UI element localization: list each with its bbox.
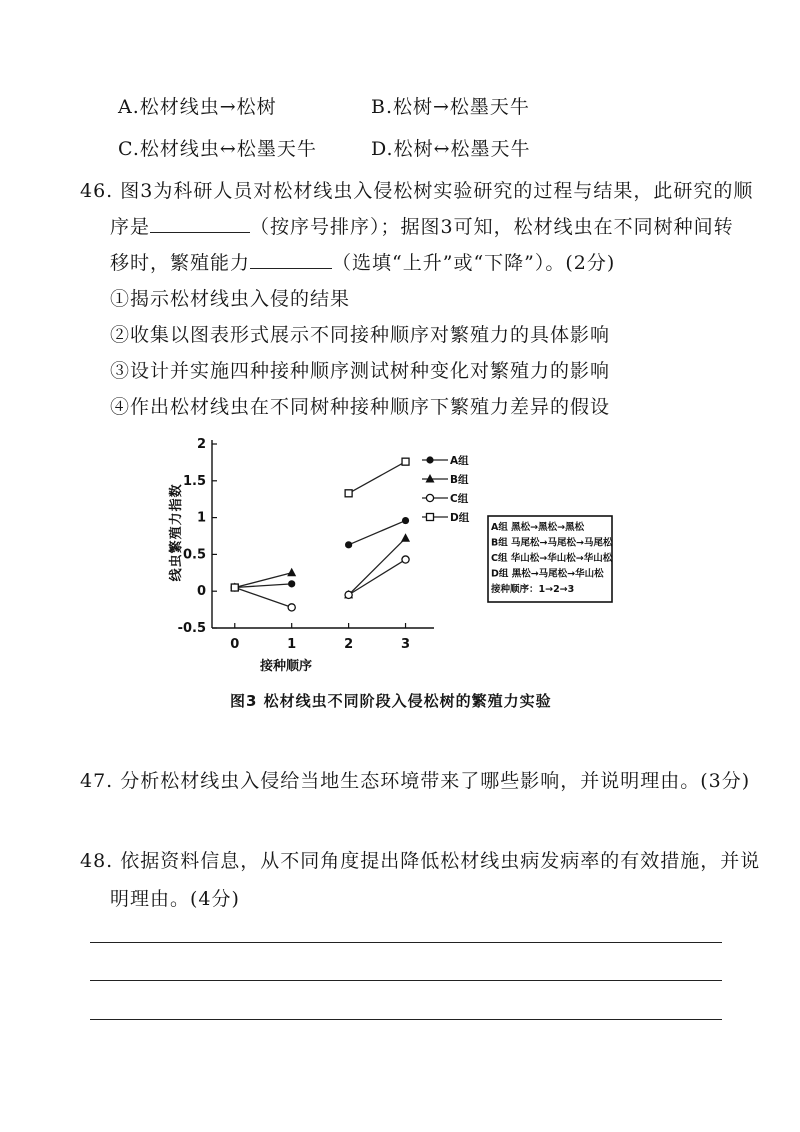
step-item: ③设计并实施四种接种顺序测试树种变化对繁殖力的影响 — [110, 360, 611, 382]
data-point — [287, 568, 296, 577]
option-d: D.松树↔松墨天牛 — [371, 138, 531, 160]
reproduction-chart — [150, 430, 620, 680]
answer-blank-order[interactable] — [150, 214, 250, 233]
x-tick-label: 1 — [287, 637, 297, 652]
step-item: ④作出松材线虫在不同树种接种顺序下繁殖力差异的假设 — [110, 396, 611, 418]
question-46-text-1: 图3为科研人员对松材线虫入侵松树实验研究的过程与结果，此研究的顺 — [120, 180, 754, 202]
y-tick-label: 2 — [196, 437, 206, 452]
question-48-text-1: 依据资料信息，从不同角度提出降低松材线虫病发病率的有效措施，并说 — [120, 850, 761, 872]
question-46-text-2b: （按序号排序）；据图3可知，松材线虫在不同树种间转 — [250, 216, 734, 238]
option-c: C.松材线虫↔松墨天牛 — [118, 138, 317, 160]
chart-caption: 图3 松材线虫不同阶段入侵松树的繁殖力实验 — [230, 692, 552, 710]
data-point — [402, 517, 409, 524]
data-point — [345, 591, 352, 598]
step-item: ①揭示松材线虫入侵的结果 — [110, 288, 351, 310]
data-point — [231, 584, 238, 591]
info-box-line: D组 黑松→马尾松→华山松 — [491, 568, 604, 580]
question-47-text: 分析松材线虫入侵给当地生态环境带来了哪些影响，并说明理由。(3分) — [120, 770, 751, 792]
question-46-text-2a: 序是 — [110, 216, 151, 238]
option-b: B.松树→松墨天牛 — [371, 96, 530, 118]
series-line — [235, 588, 292, 608]
legend-label: B组 — [450, 474, 469, 486]
info-box-line: 接种顺序：1→2→3 — [491, 584, 575, 595]
data-point — [288, 604, 295, 611]
info-box-line: C组 华山松→华山松→华山松 — [491, 553, 613, 564]
y-tick-label: 1.5 — [182, 473, 206, 489]
series-line — [349, 538, 406, 595]
y-tick-label: 0.5 — [182, 547, 206, 563]
answer-line[interactable] — [90, 942, 722, 943]
question-46-text-3b: （选填“上升”或“下降”）。(2分) — [332, 252, 616, 274]
x-tick-label: 2 — [344, 637, 354, 652]
chart-series-lines — [235, 462, 406, 608]
series-line — [349, 560, 406, 595]
data-point — [402, 458, 409, 465]
question-46-line-1 — [80, 176, 753, 203]
data-point — [345, 541, 352, 548]
question-46-line-3 — [110, 248, 615, 275]
chart-legend — [422, 454, 470, 524]
chart-series-marks — [230, 458, 410, 611]
series-line — [349, 521, 406, 545]
option-a: A.松材线虫→松树 — [118, 96, 277, 118]
x-tick-label: 3 — [401, 637, 411, 652]
question-47 — [80, 766, 750, 793]
data-point — [288, 580, 295, 587]
question-46-text-3a: 移时，繁殖能力 — [110, 252, 251, 274]
question-48-line-1 — [80, 846, 760, 873]
answer-line[interactable] — [90, 1019, 722, 1020]
legend-label: C组 — [450, 493, 469, 505]
answer-line[interactable] — [90, 980, 722, 981]
y-tick-label: 1 — [196, 510, 206, 526]
y-tick-label: 0 — [196, 584, 206, 600]
chart-info-box — [488, 516, 613, 602]
question-48-text-2: 明理由。(4分) — [110, 888, 240, 910]
data-point — [402, 556, 409, 563]
data-point — [426, 494, 433, 501]
step-item: ②收集以图表形式展示不同接种顺序对繁殖力的具体影响 — [110, 324, 611, 346]
question-46-number: 46. — [80, 180, 114, 202]
series-line — [349, 462, 406, 494]
data-point — [401, 533, 410, 542]
x-tick-label: 0 — [230, 637, 240, 652]
answer-blank-trend[interactable] — [250, 250, 332, 269]
question-46-line-2 — [110, 212, 734, 239]
question-48-number: 48. — [80, 850, 114, 872]
x-axis-label: 接种顺序 — [259, 659, 313, 674]
y-tick-label: -0.5 — [177, 621, 206, 636]
data-point — [426, 456, 433, 463]
legend-label: A组 — [450, 455, 469, 467]
data-point — [345, 490, 352, 497]
chart-axes — [212, 440, 434, 628]
data-point — [427, 514, 434, 521]
info-box-line: A组 黑松→黑松→黑松 — [491, 522, 585, 533]
question-47-number: 47. — [80, 770, 114, 792]
info-box-line: B组 马尾松→马尾松→马尾松 — [491, 537, 613, 549]
data-point — [426, 474, 435, 483]
y-axis-label: 线虫繁殖力指数 — [169, 483, 184, 582]
legend-label: D组 — [450, 512, 470, 524]
